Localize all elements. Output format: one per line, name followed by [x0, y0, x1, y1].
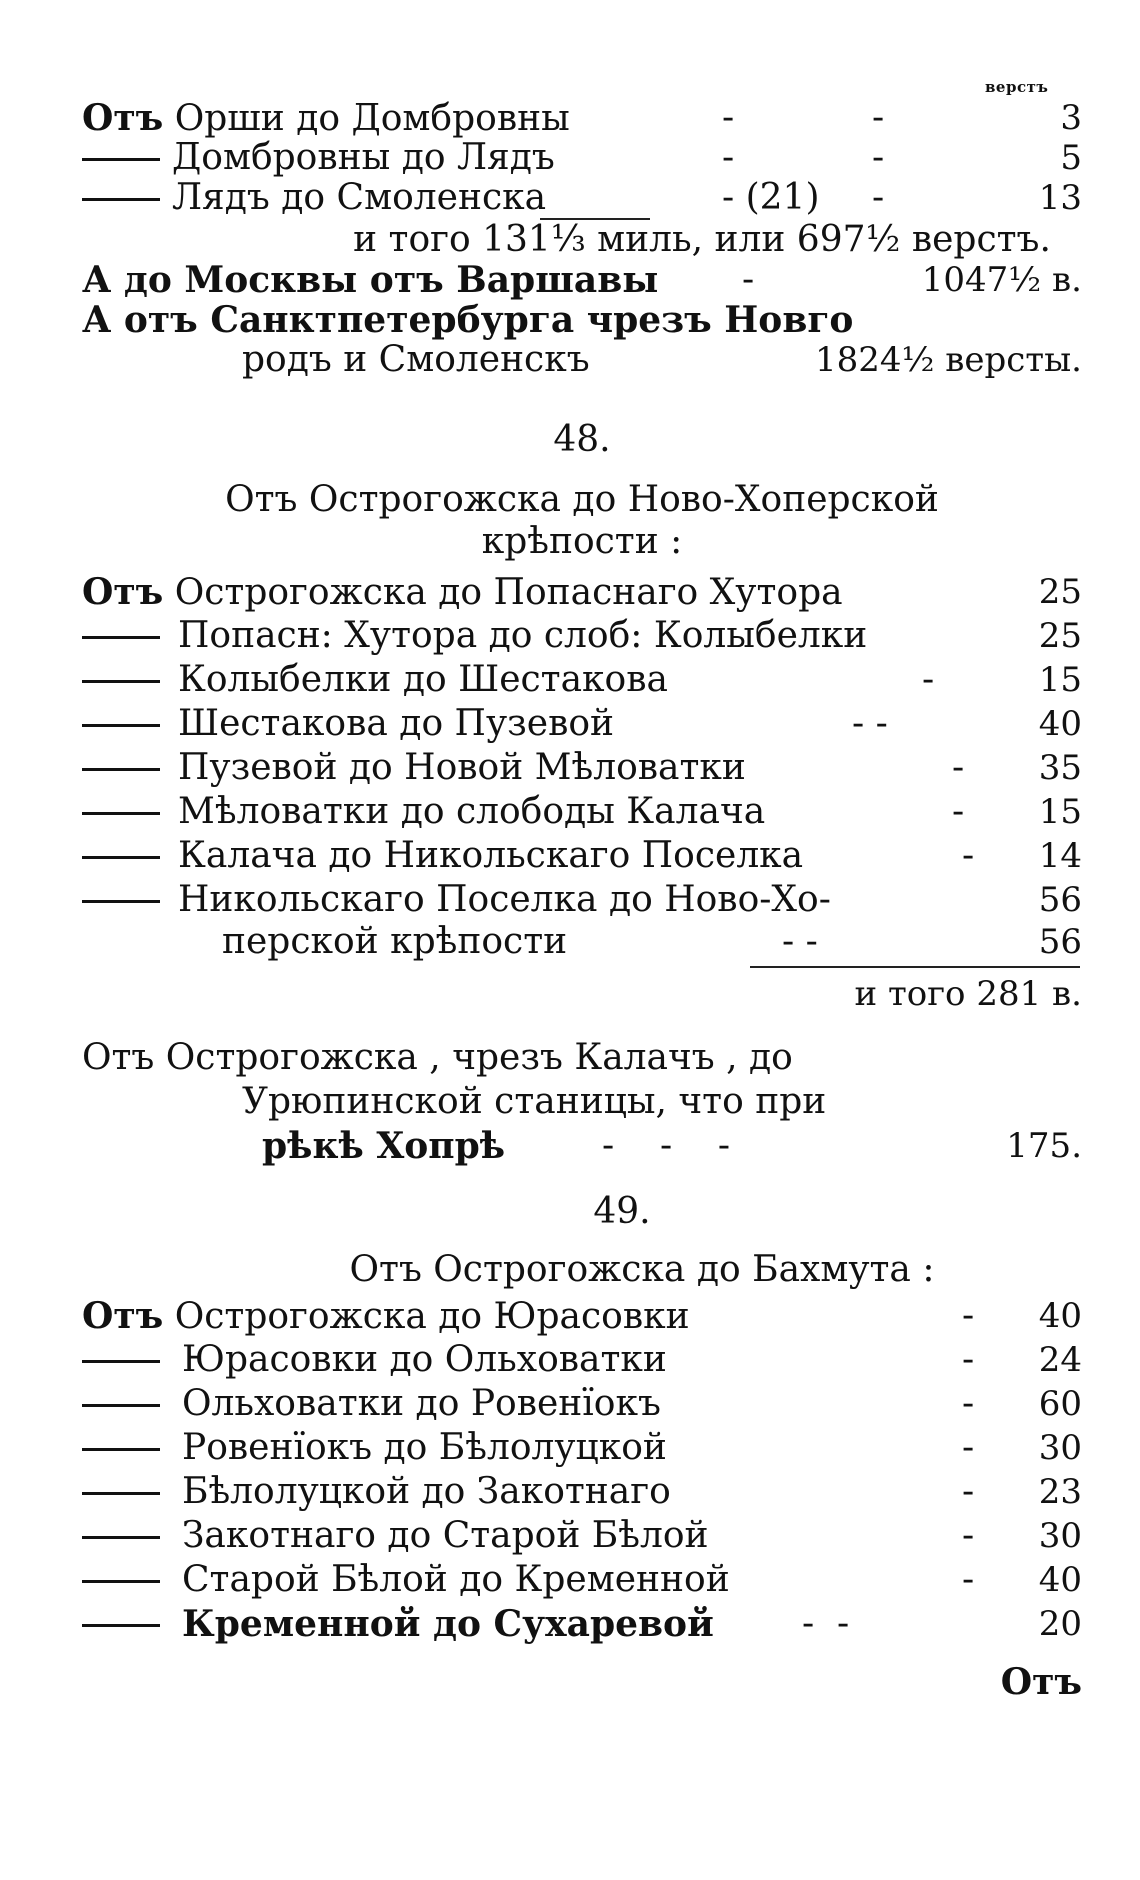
row-text: Урюпинской станицы, что при — [242, 1081, 827, 1122]
row-text: Острогожска до Юрасовки — [174, 1296, 690, 1337]
ditto-dash — [82, 724, 160, 727]
ditto-dash — [82, 1492, 160, 1495]
row-distance: 1047½ в. — [921, 260, 1082, 300]
row-dash-mark: - — [872, 177, 885, 218]
row-text: Ровенїокъ до Бѣлолуцкой — [182, 1427, 667, 1468]
row-text: Мѣловатки до слободы Калача — [178, 791, 766, 832]
route-row — [82, 746, 1082, 790]
row-distance: 56 — [1038, 922, 1082, 962]
route-row — [82, 1124, 1082, 1168]
route-row — [82, 338, 1082, 382]
row-text: Орши до Домбровны — [174, 98, 570, 139]
route-row — [82, 920, 1082, 964]
route-row — [82, 258, 1082, 302]
row-distance: 40 — [1038, 704, 1082, 744]
unit-label: верстъ — [985, 78, 1049, 96]
row-dash-mark: - — [962, 1383, 975, 1424]
row-text: Домбровны до Лядъ — [172, 137, 555, 178]
row-dash-mark: - — [872, 97, 885, 138]
row-distance: 60 — [1038, 1384, 1082, 1424]
section-heading: крѣпости : — [481, 521, 683, 562]
row-text: перской крѣпости — [222, 921, 568, 962]
row-distance: 40 — [1038, 1560, 1082, 1600]
route-row — [82, 1514, 1082, 1558]
row-text: родъ и Смоленскъ — [242, 339, 590, 380]
row-text: Старой Бѣлой до Кременной — [182, 1559, 730, 1600]
row-text: Кременной до Сухаревой — [182, 1603, 714, 1645]
row-text: Отъ Острогожска , чрезъ Калачъ , до — [82, 1037, 793, 1078]
route-row — [82, 96, 1082, 140]
row-distance: 175. — [1006, 1126, 1082, 1166]
route-row — [82, 1660, 1082, 1704]
row-distance: 15 — [1038, 660, 1082, 700]
route-row — [82, 1338, 1082, 1382]
ditto-dash — [82, 768, 160, 771]
row-distance: 40 — [1038, 1296, 1082, 1336]
row-dash-mark: - - — [782, 921, 818, 962]
row-dash-mark: - — [722, 97, 735, 138]
row-lead: Отъ — [82, 571, 164, 613]
route-row — [82, 1470, 1082, 1514]
route-row — [82, 614, 1082, 658]
row-dash-mark: - — [962, 1339, 975, 1380]
ditto-dash — [82, 856, 160, 859]
row-dash-mark: - — [922, 659, 935, 700]
section-heading: Отъ Острогожска до Бахмута : — [349, 1249, 935, 1290]
row-text: А до Москвы отъ Варшавы — [82, 259, 659, 301]
row-dash-mark: - - — [802, 1603, 850, 1644]
row-text: А отъ Санктпетербурга чрезъ Новго — [82, 299, 854, 341]
row-dash-mark: - — [952, 791, 965, 832]
row-text: Пузевой до Новой Мѣловатки — [178, 747, 746, 788]
route-row — [82, 1426, 1082, 1470]
ditto-dash — [82, 1580, 160, 1583]
row-distance: 23 — [1038, 1472, 1082, 1512]
route-total: и того 281 в. — [854, 974, 1082, 1014]
route-row — [82, 1036, 1082, 1080]
row-text: Бѣлолуцкой до Закотнаго — [182, 1471, 671, 1512]
ditto-dash — [82, 680, 160, 683]
row-text: Острогожска до Попаснаго Хутора — [174, 572, 843, 613]
row-dash-mark: - — [952, 747, 965, 788]
ditto-dash — [82, 198, 160, 201]
row-distance: 1824½ версты. — [814, 340, 1082, 380]
route-row — [82, 1558, 1082, 1602]
row-text: Шестакова до Пузевой — [178, 703, 615, 744]
row-distance: 3 — [1060, 98, 1082, 138]
ditto-dash — [82, 812, 160, 815]
ditto-dash — [82, 1360, 160, 1363]
row-dash-mark: - — [962, 835, 975, 876]
route-row — [82, 1080, 1082, 1124]
row-dash-mark: - — [962, 1471, 975, 1512]
section-heading: Отъ Острогожска до Ново-Хоперской — [225, 479, 939, 520]
row-text: Закотнаго до Старой Бѣлой — [182, 1515, 709, 1556]
route-row — [82, 570, 1082, 614]
route-row — [82, 136, 1082, 180]
route-row — [82, 1602, 1082, 1646]
row-distance: 25 — [1038, 572, 1082, 612]
row-dash-mark: - — [962, 1559, 975, 1600]
route-row — [82, 1382, 1082, 1426]
ditto-dash — [82, 1448, 160, 1451]
row-distance: 25 — [1038, 616, 1082, 656]
route-row — [82, 790, 1082, 834]
row-text: Колыбелки до Шестакова — [178, 659, 668, 700]
row-distance: 5 — [1060, 138, 1082, 178]
row-dash-mark: - (21) — [722, 177, 820, 218]
row-dash-mark: - — [962, 1515, 975, 1556]
ditto-dash — [82, 158, 160, 161]
row-lead: Отъ — [82, 1295, 164, 1337]
route-row — [82, 298, 1082, 342]
ditto-dash — [82, 1536, 160, 1539]
route-row — [82, 658, 1082, 702]
row-distance: 20 — [1038, 1604, 1082, 1644]
row-distance: 30 — [1038, 1428, 1082, 1468]
row-distance: 24 — [1038, 1340, 1082, 1380]
row-dash-mark: - — [872, 137, 885, 178]
row-distance: 13 — [1038, 178, 1082, 218]
row-text: Лядъ до Смоленска — [172, 177, 547, 218]
ditto-dash — [82, 900, 160, 903]
route-row — [82, 834, 1082, 878]
row-text: Попасн: Хутора до слоб: Колыбелки — [178, 615, 868, 656]
ditto-dash — [82, 636, 160, 639]
ditto-dash — [82, 1404, 160, 1407]
route-row — [82, 176, 1082, 220]
row-dash-mark: - — [742, 259, 755, 300]
row-distance: 14 — [1038, 836, 1082, 876]
route-row — [82, 878, 1082, 922]
ditto-dash — [82, 1624, 160, 1627]
row-dash-mark: - — [962, 1427, 975, 1468]
row-text: Калача до Никольскаго Поселка — [178, 835, 804, 876]
row-distance: 35 — [1038, 748, 1082, 788]
route-row — [82, 972, 1082, 1016]
row-lead: Отъ — [82, 97, 164, 139]
route-total: и того 131⅓ миль, или 697½ верстъ. — [353, 219, 1051, 260]
catchword: Отъ — [1000, 1661, 1082, 1703]
row-dash-mark: - — [722, 137, 735, 178]
route-row — [82, 702, 1082, 746]
row-distance: 15 — [1038, 792, 1082, 832]
route-row — [82, 1294, 1082, 1338]
row-dash-mark: - - - — [602, 1125, 731, 1166]
row-distance: 56 — [1038, 880, 1082, 920]
row-distance: 30 — [1038, 1516, 1082, 1556]
section-number: 48. — [553, 419, 611, 460]
sum-rule — [750, 966, 1080, 968]
row-text: Юрасовки до Ольховатки — [182, 1339, 667, 1380]
row-dash-mark: - — [962, 1295, 975, 1336]
row-text: Никольскаго Поселка до Ново-Хо- — [178, 879, 831, 920]
row-text: Ольховатки до Ровенїокъ — [182, 1383, 661, 1424]
row-text: рѣкѣ Хопрѣ — [262, 1125, 506, 1167]
section-number: 49. — [593, 1191, 651, 1232]
row-dash-mark: - - — [852, 703, 888, 744]
